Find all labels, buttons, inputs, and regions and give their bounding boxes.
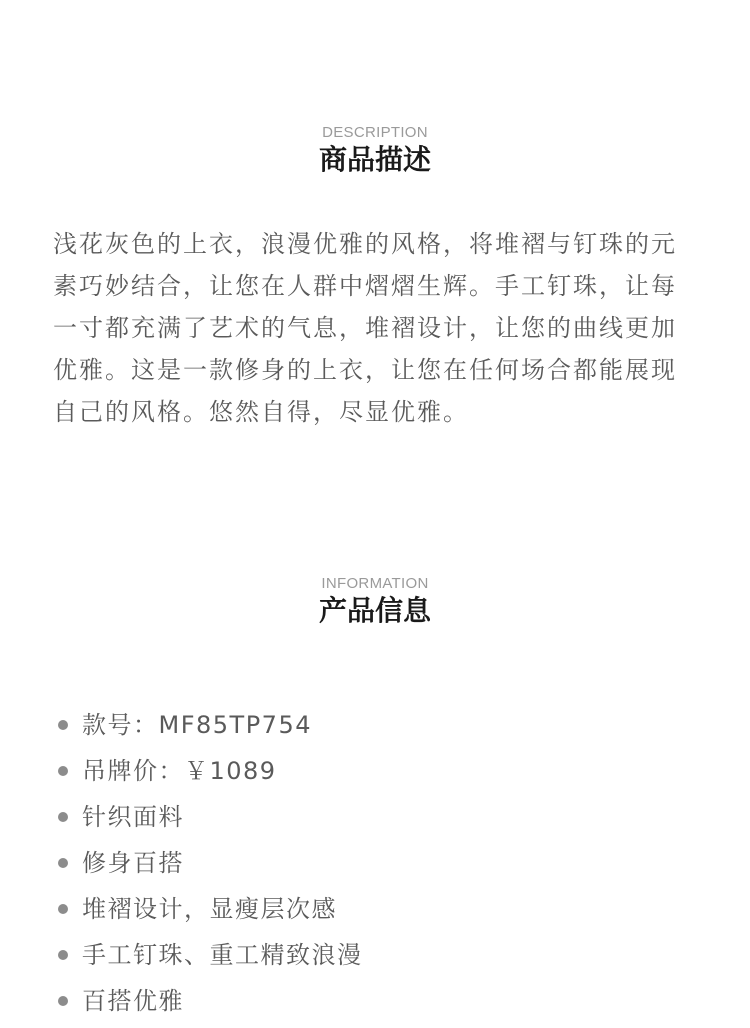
information-title: 产品信息	[318, 594, 431, 627]
info-item-text: 修身百搭	[82, 849, 184, 877]
description-eyebrow: DESCRIPTION	[322, 124, 428, 141]
bullet-icon	[58, 812, 68, 822]
info-item-text: 手工钉珠、重工精致浪漫	[82, 941, 363, 969]
bullet-icon	[58, 996, 68, 1006]
description-header	[0, 124, 750, 177]
info-item-text: 堆褶设计，显瘦层次感	[82, 895, 337, 923]
info-item-text: 款号：MF85TP754	[82, 711, 312, 739]
info-item-text: 针织面料	[82, 803, 184, 831]
description-title: 商品描述	[318, 143, 431, 176]
info-item-fabric	[56, 794, 363, 840]
bullet-icon	[58, 950, 68, 960]
information-header	[0, 575, 750, 628]
info-item-style-number	[56, 702, 363, 748]
product-info-list	[56, 702, 363, 1024]
info-item-beading	[56, 932, 363, 978]
information-eyebrow: INFORMATION	[321, 575, 429, 592]
info-item-pleat-design	[56, 886, 363, 932]
info-item-elegance	[56, 978, 363, 1024]
bullet-icon	[58, 766, 68, 776]
bullet-icon	[58, 904, 68, 914]
info-item-tag-price	[56, 748, 363, 794]
bullet-icon	[58, 720, 68, 730]
info-item-text: 吊牌价：￥1089	[82, 757, 277, 785]
description-body: 浅花灰色的上衣，浪漫优雅的风格，将堆褶与钉珠的元素巧妙结合，让您在人群中熠熠生辉。手工钉珠，让每一寸都充满了艺术的气息，堆褶设计，让您的曲线更加优雅。这是一款修身的上衣，让您在任何场合都能展现自己的风格。悠然自得，尽显优雅。	[53, 230, 677, 426]
info-item-text: 百搭优雅	[82, 987, 184, 1015]
bullet-icon	[58, 858, 68, 868]
info-item-fit	[56, 840, 363, 886]
